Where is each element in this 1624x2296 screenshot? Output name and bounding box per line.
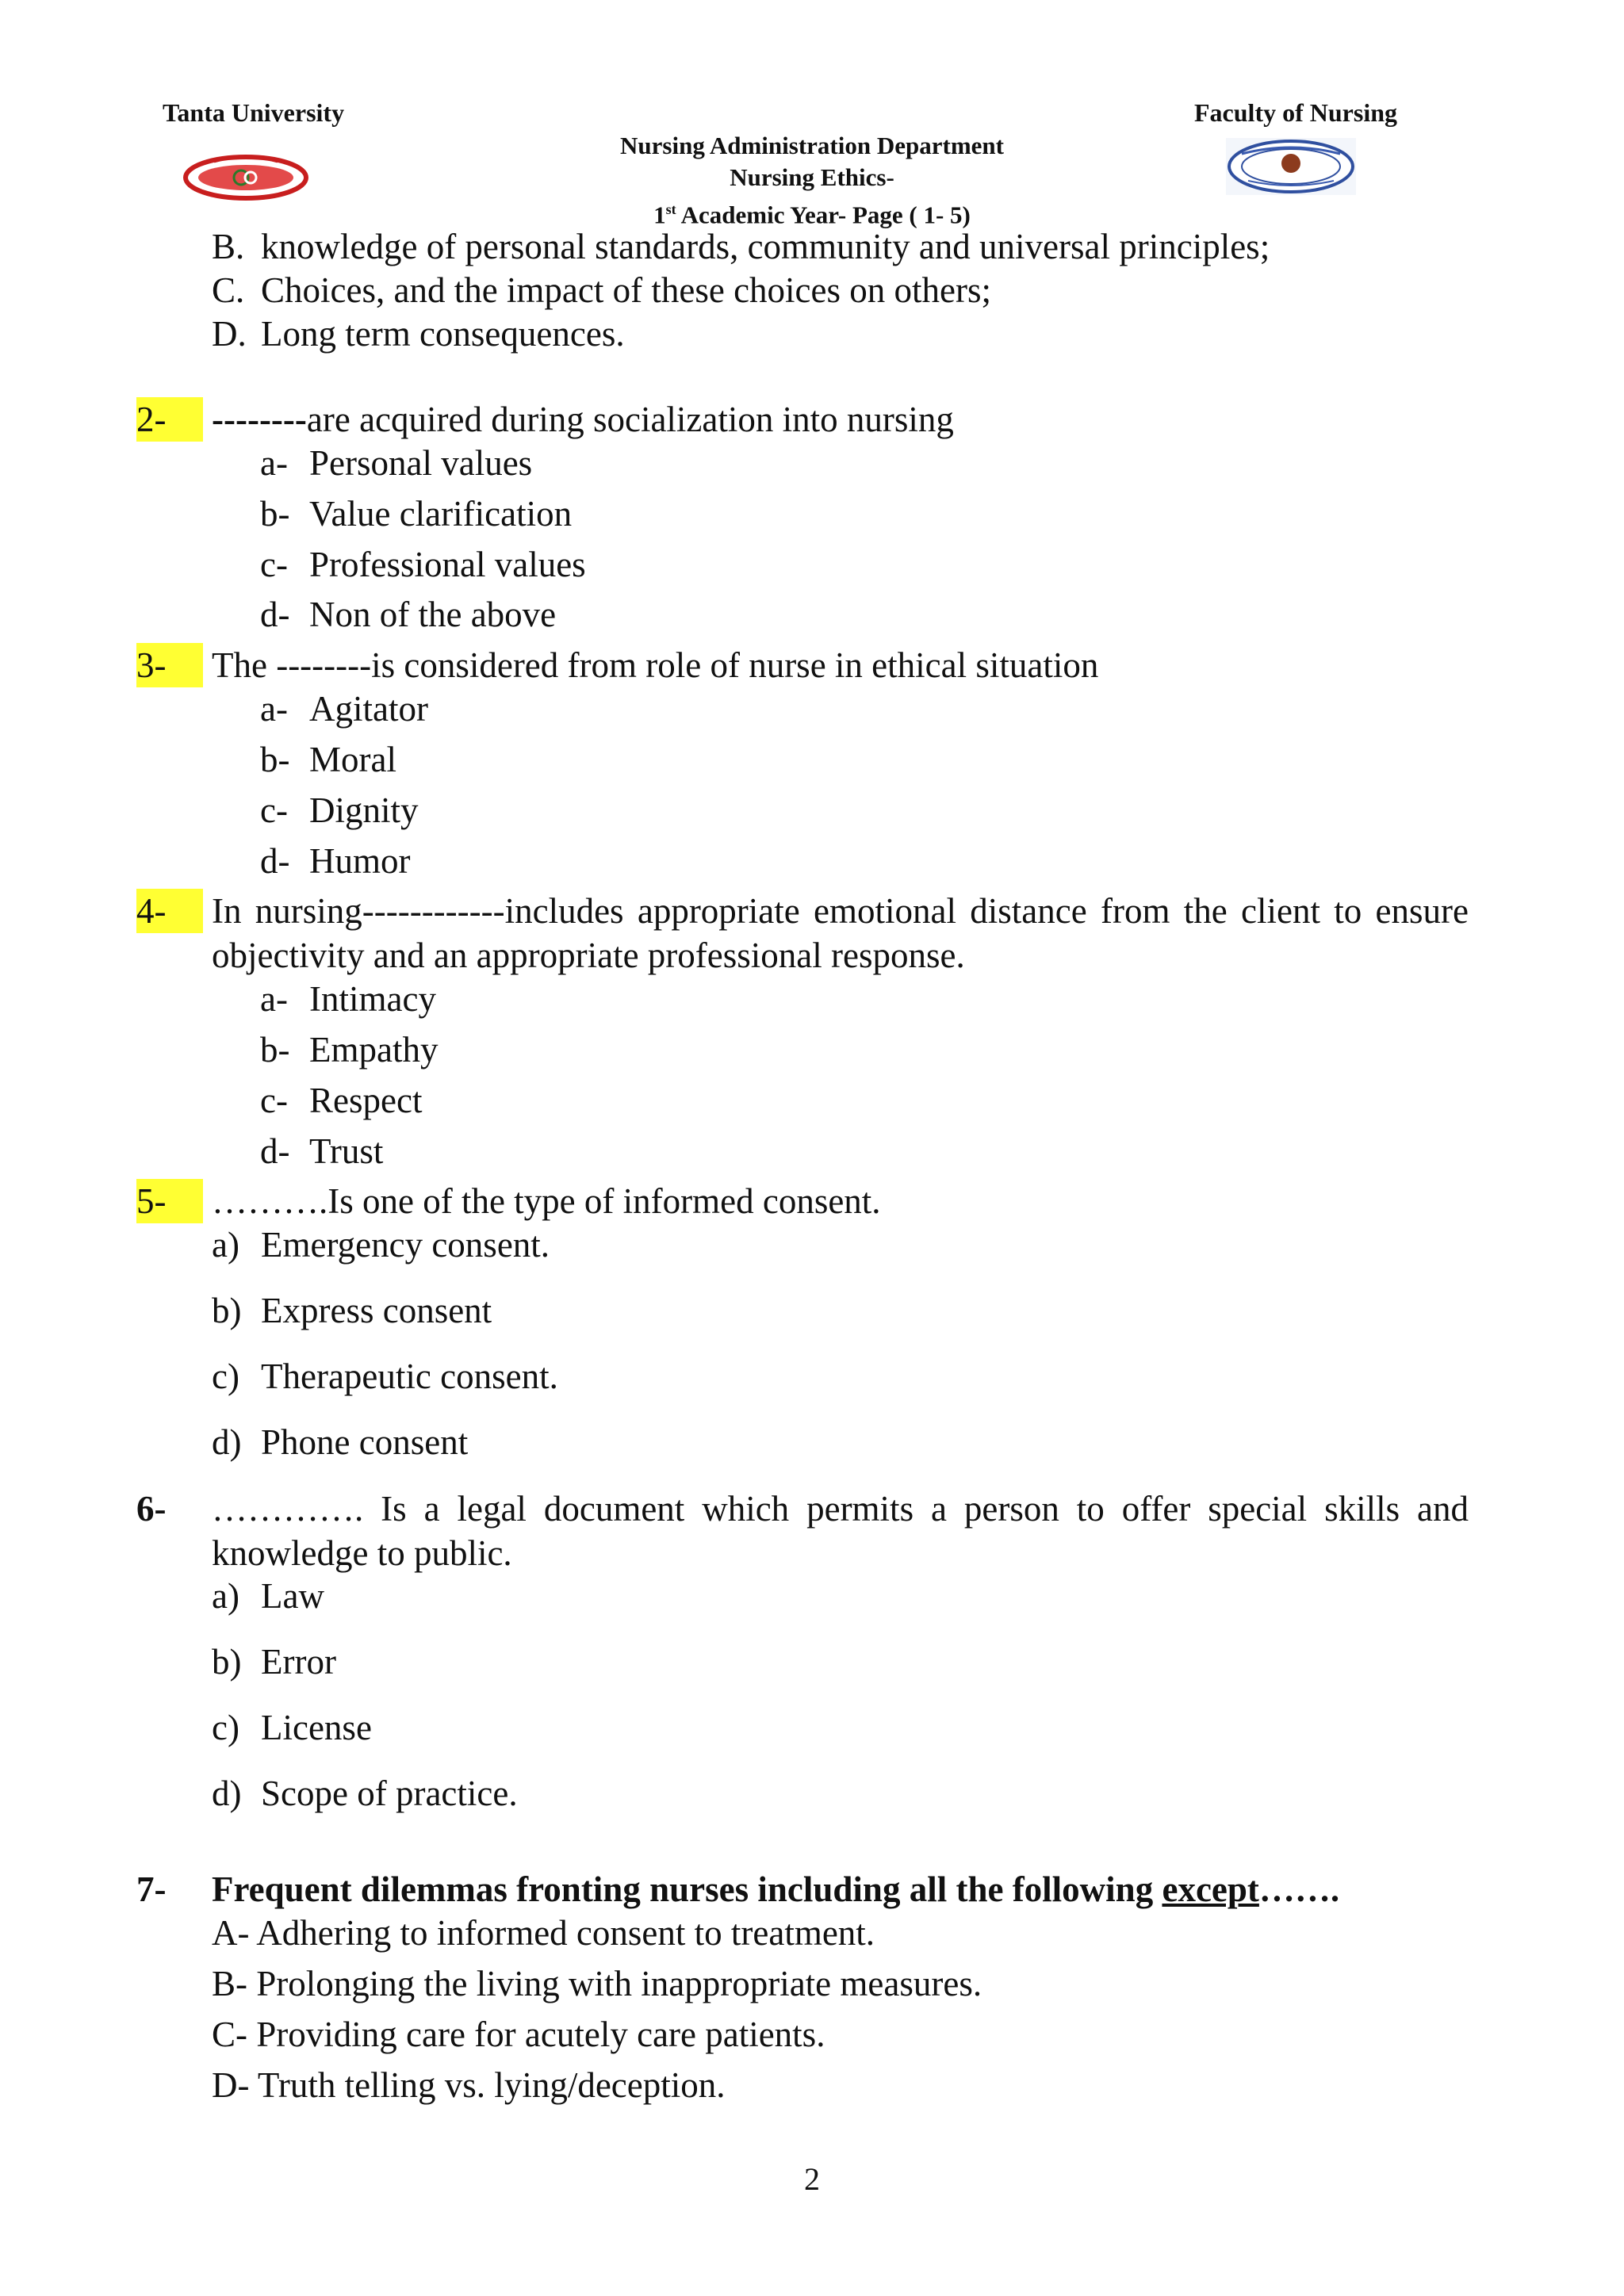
- q5-option-b-text: Express consent: [261, 1291, 492, 1330]
- q3-option-d-label: d-: [260, 841, 290, 881]
- q3-option-d: [260, 839, 411, 883]
- q7-except: except: [1162, 1869, 1259, 1909]
- q6-option-b-text: Error: [261, 1642, 336, 1682]
- q6-option-c: [212, 1705, 372, 1750]
- q4-option-c-text: Respect: [309, 1081, 423, 1120]
- q3-option-a: [260, 687, 428, 731]
- q7-option-a: [212, 1911, 875, 1955]
- q2-option-c: [260, 542, 586, 587]
- q6-option-d: [212, 1771, 518, 1816]
- q3-option-b-text: Moral: [309, 740, 396, 779]
- q4-option-b-label: b-: [260, 1030, 290, 1070]
- q7-stem: Frequent dilemmas fronting nurses including all the following: [212, 1869, 1162, 1909]
- q6-option-c-label: c): [212, 1708, 239, 1747]
- q2-option-b-text: Value clarification: [309, 494, 573, 534]
- q4-option-c: [260, 1078, 422, 1123]
- q2-option-b: [260, 492, 572, 536]
- q4-option-b-text: Empathy: [309, 1030, 439, 1070]
- q7-option-d: [212, 2063, 726, 2107]
- q1-option-d-label: D.: [212, 314, 247, 354]
- q5-option-d-text: Phone consent: [261, 1422, 469, 1462]
- q3-option-a-label: a-: [260, 689, 288, 729]
- q6-option-a-text: Law: [261, 1576, 324, 1616]
- q2-option-b-label: b-: [260, 494, 290, 534]
- q2-option-c-text: Professional values: [309, 545, 586, 584]
- q7-number: 7-: [136, 1869, 167, 1909]
- q7-option-a-label: A-: [212, 1913, 250, 1953]
- header-department: Nursing Administration Department: [620, 132, 1004, 159]
- q1-option-c-label: C.: [212, 270, 245, 310]
- q5-text: ……….Is one of the type of informed consent.: [212, 1181, 881, 1221]
- q2-blank: --------: [212, 400, 307, 439]
- q6-option-a-label: a): [212, 1576, 239, 1616]
- q4-option-a-label: a-: [260, 979, 288, 1019]
- q4-option-c-label: c-: [260, 1081, 288, 1120]
- q3-option-b: [260, 737, 396, 782]
- q5-option-b: [212, 1288, 492, 1333]
- q3-number: 3-: [136, 643, 203, 687]
- q1-option-b-label: B.: [212, 227, 245, 266]
- q4-number: 4-: [136, 889, 203, 933]
- q3-option-d-text: Humor: [309, 841, 411, 881]
- q4-option-d-label: d-: [260, 1131, 290, 1171]
- q7-option-b-text: Prolonging the living with inappropriate measures.: [256, 1964, 982, 2003]
- q3-option-c-text: Dignity: [309, 790, 419, 830]
- page-number: 2: [804, 2161, 820, 2197]
- header-faculty: Faculty of Nursing: [1194, 98, 1397, 127]
- q5-option-c-label: c): [212, 1357, 239, 1396]
- q3-option-a-text: Agitator: [309, 689, 428, 729]
- q7-option-b-label: B-: [212, 1964, 247, 2003]
- q7-text: [212, 1867, 1339, 1911]
- q7-option-c: [212, 2012, 825, 2057]
- q7-option-a-text: Adhering to informed consent to treatment.: [256, 1913, 875, 1953]
- header-year-rest: Academic Year- Page ( 1- 5): [676, 201, 971, 229]
- q6-option-c-text: License: [261, 1708, 372, 1747]
- q4-option-d-text: Trust: [309, 1131, 384, 1171]
- q5-option-a-label: a): [212, 1225, 239, 1265]
- q6-option-d-label: d): [212, 1774, 242, 1813]
- q4-option-b: [260, 1027, 438, 1072]
- q2-option-d-text: Non of the above: [309, 595, 557, 634]
- q1-option-d-text: Long term consequences.: [261, 314, 625, 354]
- q3-option-b-label: b-: [260, 740, 290, 779]
- q6-number: 6-: [136, 1489, 167, 1529]
- q2-option-a-text: Personal values: [309, 443, 533, 483]
- tanta-university-logo-icon: [182, 151, 309, 201]
- q5-number: 5-: [136, 1179, 203, 1223]
- q3-text: The --------is considered from role of nurse in ethical situation: [212, 645, 1099, 685]
- q2-text: [212, 397, 954, 442]
- q1-option-b: [212, 224, 1270, 269]
- q5-option-a-text: Emergency consent.: [261, 1225, 550, 1265]
- header-year-num: 1: [653, 201, 666, 229]
- q5-option-d-label: d): [212, 1422, 242, 1462]
- header-course: Nursing Ethics-: [730, 163, 894, 191]
- q1-option-c: [212, 268, 991, 312]
- q5-option-b-label: b): [212, 1291, 242, 1330]
- q3-option-c-label: c-: [260, 790, 288, 830]
- q7-option-d-label: D-: [212, 2065, 250, 2105]
- q5-option-d: [212, 1420, 468, 1464]
- q6-text: …………. Is a legal document which permits a person to offer special skills and knowledge to public.: [212, 1489, 1469, 1573]
- q5-option-c-text: Therapeutic consent.: [261, 1357, 558, 1396]
- q7-ellipsis: …….: [1258, 1869, 1340, 1909]
- q4-option-a-text: Intimacy: [309, 979, 436, 1019]
- q7-option-c-label: C-: [212, 2015, 247, 2054]
- q2-option-d-label: d-: [260, 595, 290, 634]
- q1-option-d: [212, 312, 625, 356]
- q2-option-a: [260, 441, 532, 485]
- q7-option-b: [212, 1961, 982, 2006]
- q1-option-b-text: knowledge of personal standards, community and universal principles;: [261, 227, 1270, 266]
- q2-option-d: [260, 592, 556, 637]
- q7-option-c-text: Providing care for acutely care patients.: [256, 2015, 825, 2054]
- header-year-sup: st: [665, 201, 676, 217]
- q2-stem: are acquired during socialization into nursing: [306, 400, 954, 439]
- q6-option-b-label: b): [212, 1642, 242, 1682]
- q6-option-d-text: Scope of practice.: [261, 1774, 518, 1813]
- q6-option-a: [212, 1574, 324, 1618]
- q2-number: 2-: [136, 397, 203, 442]
- q4-option-a: [260, 977, 436, 1021]
- q1-option-c-text: Choices, and the impact of these choices on others;: [261, 270, 991, 310]
- q3-option-c: [260, 788, 419, 832]
- q2-option-a-label: a-: [260, 443, 288, 483]
- q6-option-b: [212, 1640, 336, 1684]
- q4-option-d: [260, 1129, 383, 1173]
- q5-option-c: [212, 1354, 558, 1399]
- q5-option-a: [212, 1223, 550, 1267]
- q7-option-d-text: Truth telling vs. lying/deception.: [257, 2065, 726, 2105]
- q2-option-c-label: c-: [260, 545, 288, 584]
- header-university: Tanta University: [163, 98, 345, 127]
- q4-text: In nursing------------includes appropriate emotional distance from the client to ensure objectivity and an appropriate professional response.: [212, 891, 1469, 975]
- faculty-of-nursing-logo-icon: [1226, 138, 1356, 195]
